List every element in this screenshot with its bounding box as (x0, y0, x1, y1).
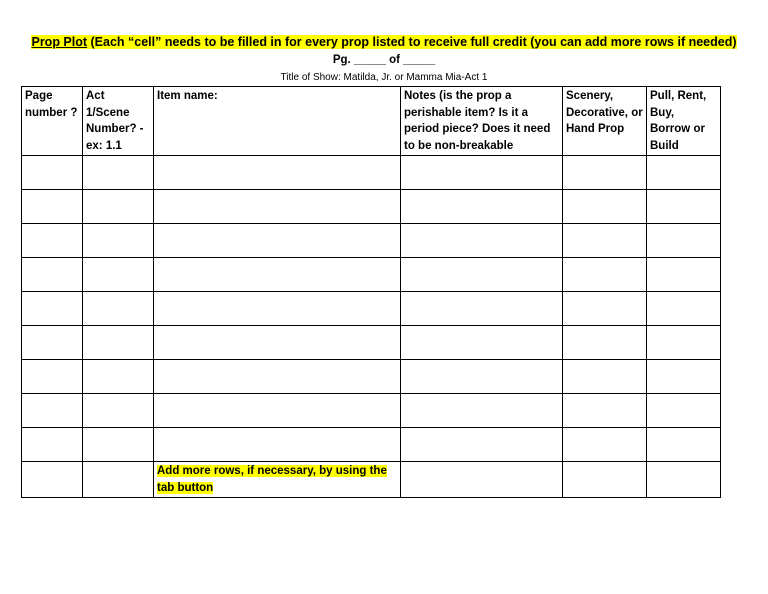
table-cell[interactable] (563, 326, 647, 360)
col-header-notes: Notes (is the prop a perishable item? Is it a period piece? Does it need to be non-breakable (401, 87, 563, 156)
table-cell[interactable] (154, 156, 401, 190)
add-rows-note: Add more rows, if necessary, by using the tab button (157, 465, 387, 494)
table-cell[interactable] (154, 190, 401, 224)
table-cell[interactable] (563, 394, 647, 428)
table-cell[interactable] (22, 428, 83, 462)
table-row (22, 360, 721, 394)
table-cell[interactable] (22, 462, 83, 498)
table-cell[interactable] (83, 360, 154, 394)
table-row (22, 224, 721, 258)
table-cell[interactable] (83, 326, 154, 360)
table-cell[interactable] (647, 394, 721, 428)
heading-title: Prop Plot (31, 35, 88, 49)
table-cell[interactable] (22, 156, 83, 190)
show-title: Title of Show: Matilda, Jr. or Mamma Mia-Act 1 (280, 72, 488, 83)
col-header-page-number: Page number ? (22, 87, 83, 156)
table-cell[interactable] (154, 258, 401, 292)
col-header-acquisition: Pull, Rent, Buy, Borrow or Build (647, 87, 721, 156)
table-cell[interactable] (647, 156, 721, 190)
table-cell[interactable] (647, 326, 721, 360)
table-cell[interactable] (154, 224, 401, 258)
table-cell[interactable] (22, 360, 83, 394)
table-row (22, 394, 721, 428)
table-row (22, 326, 721, 360)
table-cell[interactable] (83, 156, 154, 190)
table-cell[interactable] (647, 224, 721, 258)
table-cell[interactable] (563, 156, 647, 190)
table-row-last (22, 462, 721, 498)
table-cell[interactable] (83, 292, 154, 326)
table-cell[interactable] (154, 462, 401, 498)
prop-plot-heading (0, 35, 768, 49)
table-cell[interactable] (22, 292, 83, 326)
table-cell[interactable] (154, 394, 401, 428)
table-cell[interactable] (401, 428, 563, 462)
table-row (22, 156, 721, 190)
table-cell[interactable] (647, 462, 721, 498)
table-cell[interactable] (154, 326, 401, 360)
heading-instructions: (Each “cell” needs to be filled in for every prop listed to receive full credit (you can add more rows if needed) (87, 35, 737, 49)
table-cell[interactable] (83, 190, 154, 224)
table-cell[interactable] (563, 190, 647, 224)
table-cell[interactable] (22, 224, 83, 258)
table-cell[interactable] (647, 190, 721, 224)
table-cell[interactable] (563, 462, 647, 498)
table-cell[interactable] (22, 394, 83, 428)
table-cell[interactable] (401, 258, 563, 292)
table-cell[interactable] (22, 326, 83, 360)
header-row (22, 87, 721, 156)
table-row (22, 292, 721, 326)
table-cell[interactable] (83, 428, 154, 462)
table-row (22, 190, 721, 224)
table-cell[interactable] (563, 224, 647, 258)
table-cell[interactable] (401, 224, 563, 258)
table-cell[interactable] (83, 462, 154, 498)
table-cell[interactable] (401, 292, 563, 326)
table-cell[interactable] (647, 292, 721, 326)
table-cell[interactable] (647, 360, 721, 394)
table-cell[interactable] (647, 258, 721, 292)
table-cell[interactable] (401, 360, 563, 394)
table-cell[interactable] (647, 428, 721, 462)
page-number-line[interactable]: Pg. _____ of _____ (332, 54, 436, 66)
table-cell[interactable] (563, 428, 647, 462)
col-header-prop-type: Scenery, Decorative, or Hand Prop (563, 87, 647, 156)
table-cell[interactable] (563, 258, 647, 292)
table-row (22, 258, 721, 292)
table-cell[interactable] (401, 190, 563, 224)
table-cell[interactable] (154, 428, 401, 462)
table-cell[interactable] (563, 360, 647, 394)
table-cell[interactable] (22, 190, 83, 224)
table-cell[interactable] (83, 258, 154, 292)
table-cell[interactable] (83, 394, 154, 428)
table-cell[interactable] (22, 258, 83, 292)
table-cell[interactable] (83, 224, 154, 258)
table-cell[interactable] (401, 156, 563, 190)
col-header-item-name: Item name: (154, 87, 401, 156)
prop-plot-table (21, 86, 721, 498)
col-header-act-scene: Act 1/Scene Number? - ex: 1.1 (83, 87, 154, 156)
table-cell[interactable] (401, 394, 563, 428)
table-cell[interactable] (401, 326, 563, 360)
table-cell[interactable] (401, 462, 563, 498)
table-row (22, 428, 721, 462)
table-cell[interactable] (154, 360, 401, 394)
table-cell[interactable] (563, 292, 647, 326)
table-cell[interactable] (154, 292, 401, 326)
